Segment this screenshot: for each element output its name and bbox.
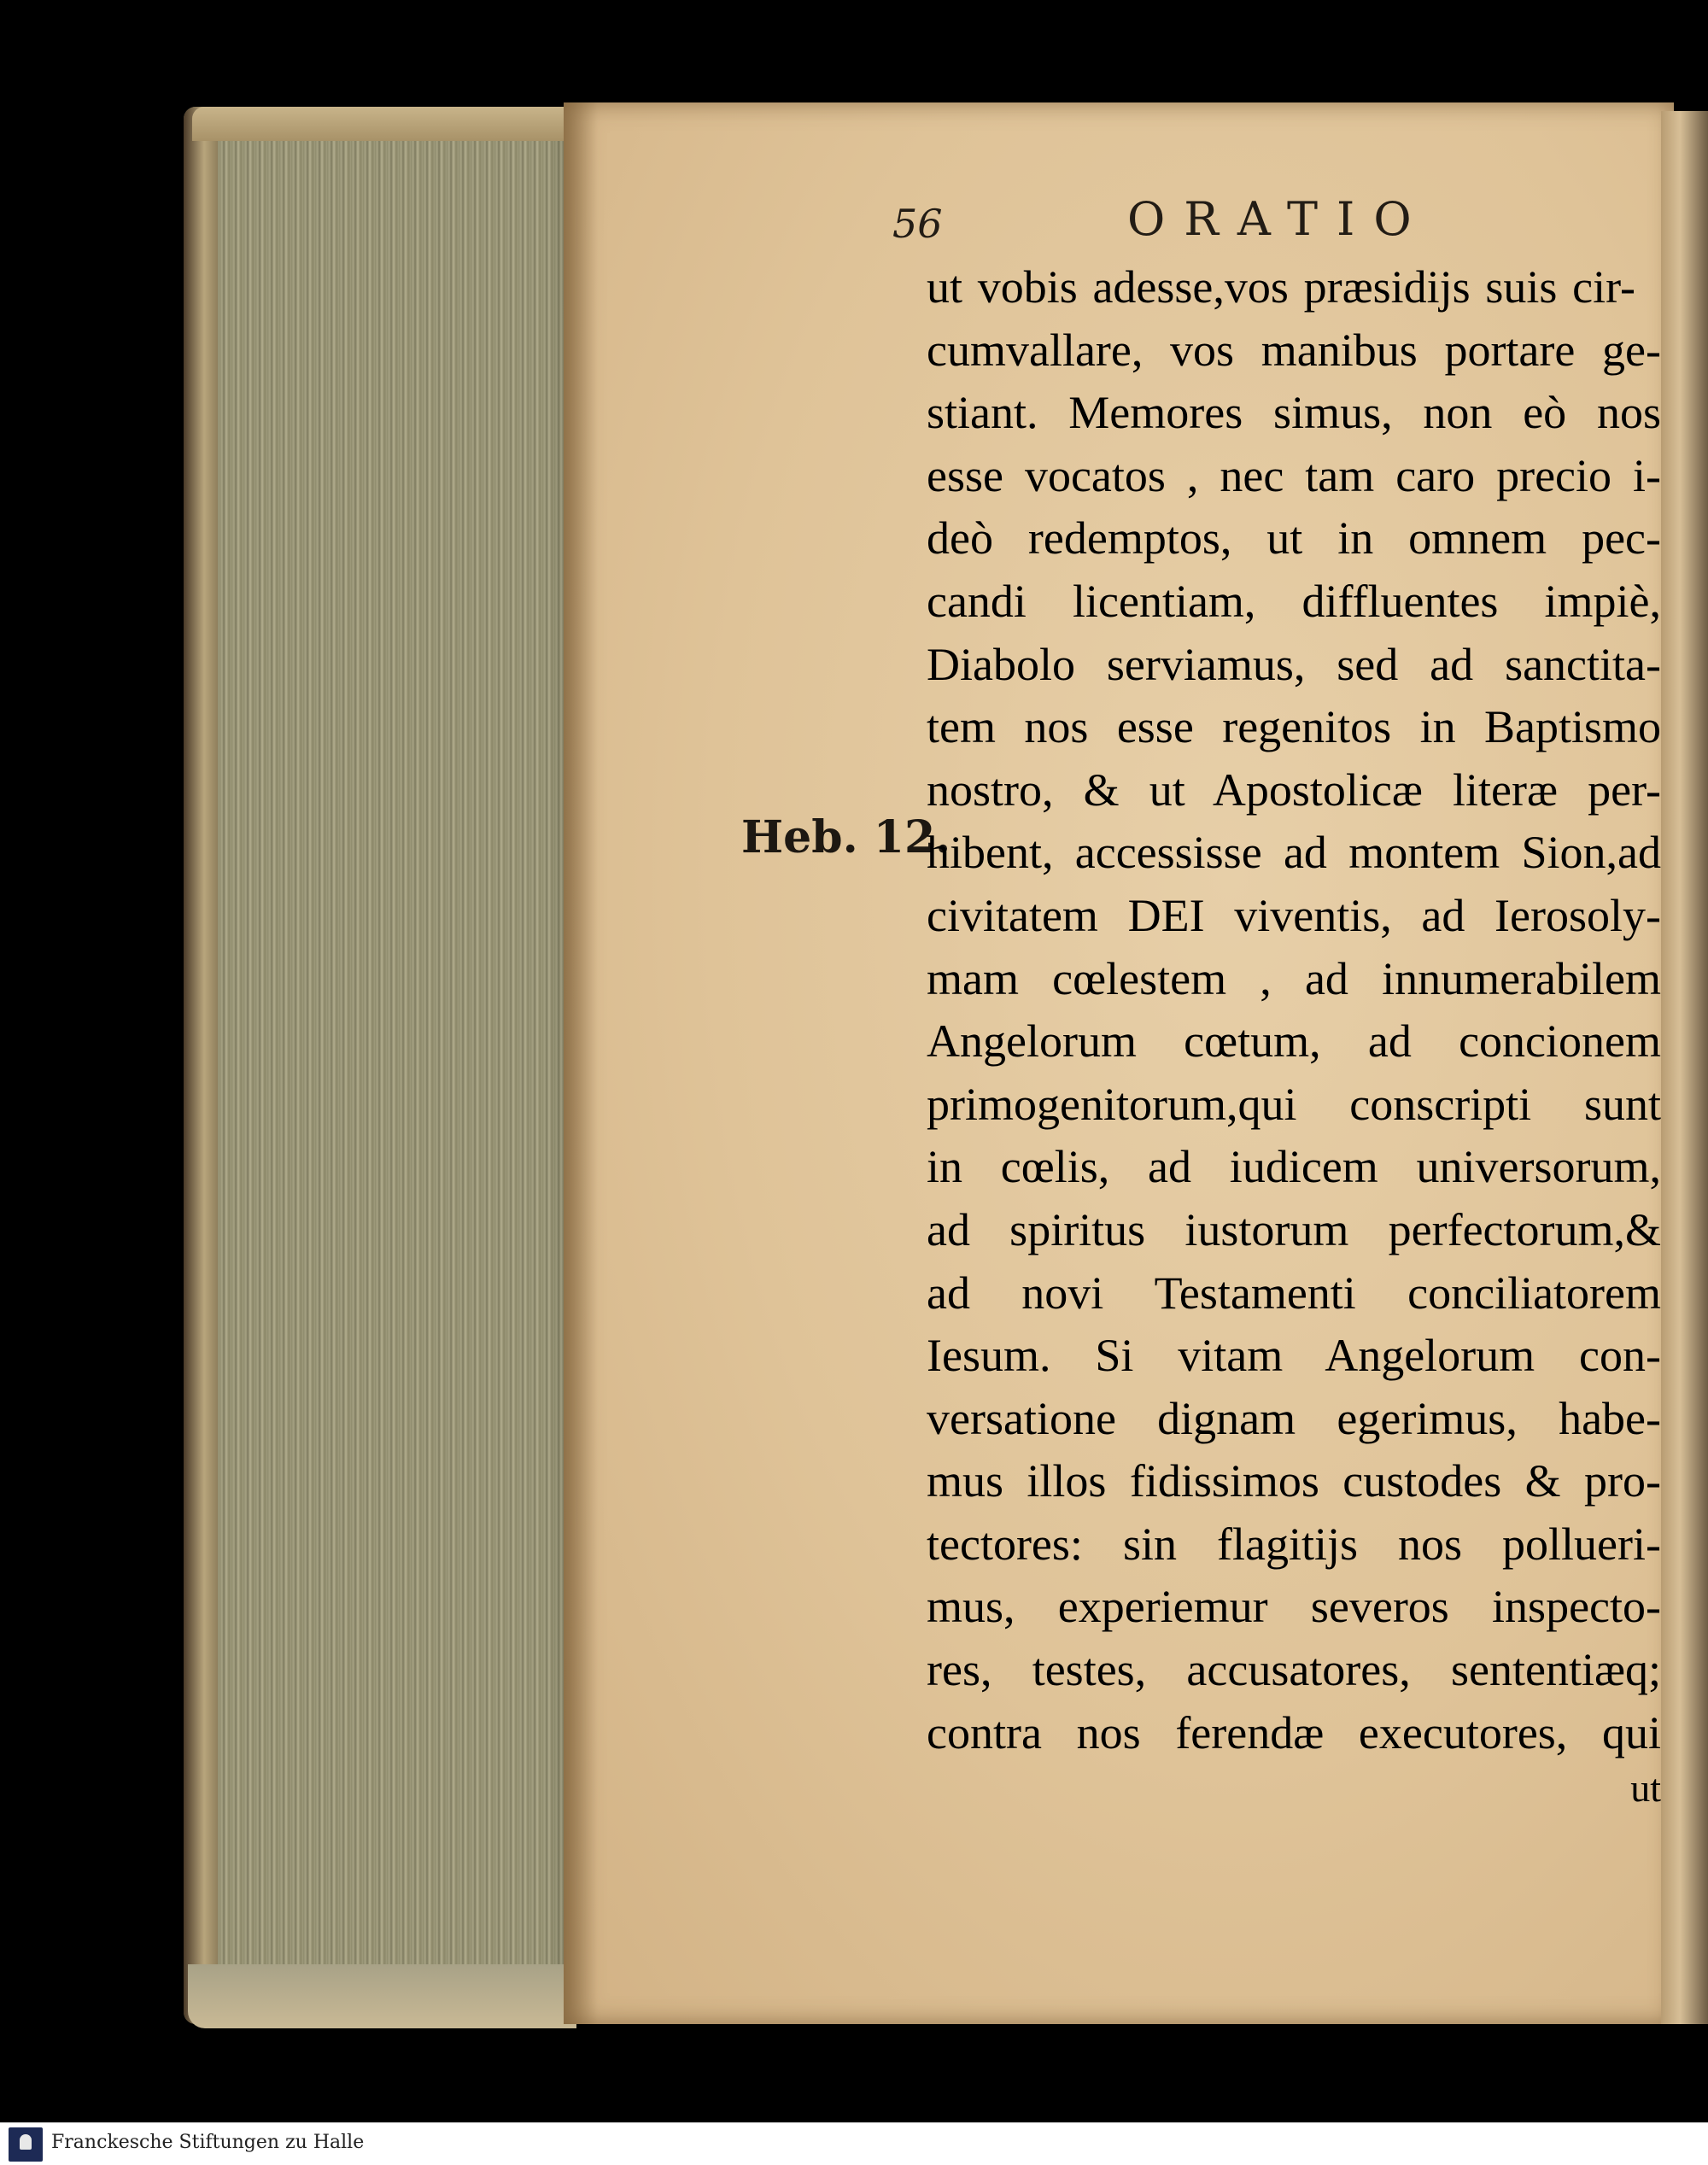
text-line: versatione dignam egerimus, habe- [927, 1392, 1661, 1444]
institution-logo-icon [9, 2127, 43, 2162]
text-line: mus, experiemur severos inspecto- [927, 1581, 1661, 1633]
text-line: Angelorum cœtum, ad concionem [927, 1015, 1661, 1068]
text-line: ut vobis adesse,vos præsidijs suis cir- [927, 261, 1635, 313]
running-head: ORATIO [1127, 192, 1430, 246]
text-line: ad spiritus iustorum perfectorum,& [927, 1203, 1661, 1255]
text-line: mus illos fidissimos custodes & pro- [927, 1455, 1661, 1507]
text-line: stiant. Memores simus, non eò nos [927, 387, 1661, 439]
text-line: Iesum. Si vitam Angelorum con- [927, 1330, 1661, 1382]
catchword: ut [1630, 1766, 1661, 1811]
text-line: tem nos esse regenitos in Baptismo [927, 701, 1661, 753]
text-line: cumvallare, vos manibus portare ge- [927, 324, 1661, 376]
book-spine-edge [184, 107, 218, 2024]
text-line: candi licentiam, diffluentes impiè, [927, 575, 1661, 627]
book-top-edge [192, 107, 572, 141]
text-line: Diabolo serviamus, sed ad sanctita- [927, 638, 1661, 690]
text-line: hibent, accessisse ad montem Sion,ad [927, 827, 1661, 879]
text-line: deò redemptos, ut in omnem pec- [927, 512, 1661, 565]
text-line: tectores: sin flagitijs nos pollueri- [927, 1518, 1661, 1570]
footer-institution: Franckesche Stiftungen zu Halle [51, 2132, 365, 2153]
text-line: ad novi Testamenti conciliatorem [927, 1267, 1661, 1319]
text-line: mam cœlestem , ad innumerabilem [927, 952, 1661, 1004]
text-line: civitatem DEI viventis, ad Ierosoly- [927, 889, 1661, 941]
facing-page-edge [1661, 111, 1708, 2024]
text-line: esse vocatos , nec tam caro precio i- [927, 449, 1661, 501]
body-text [927, 256, 1661, 1812]
book-fore-edge [184, 107, 572, 2024]
margin-note: Heb. 12. [741, 811, 951, 863]
text-line: in cœlis, ad iudicem universorum, [927, 1141, 1661, 1193]
page-gutter [564, 102, 598, 2024]
text-line: res, testes, accusatores, sententiæq; [927, 1644, 1661, 1696]
page-header [892, 184, 1661, 247]
text-line: contra nos ferendæ executores, qui [927, 1706, 1661, 1758]
book-bottom-edge [188, 1964, 576, 2028]
footer-bar [0, 2122, 1708, 2165]
text-line: primogenitorum,qui conscripti sunt [927, 1078, 1661, 1130]
text-line: nostro, & ut Apostolicæ literæ per- [927, 764, 1661, 816]
page-number: 56 [892, 201, 943, 247]
